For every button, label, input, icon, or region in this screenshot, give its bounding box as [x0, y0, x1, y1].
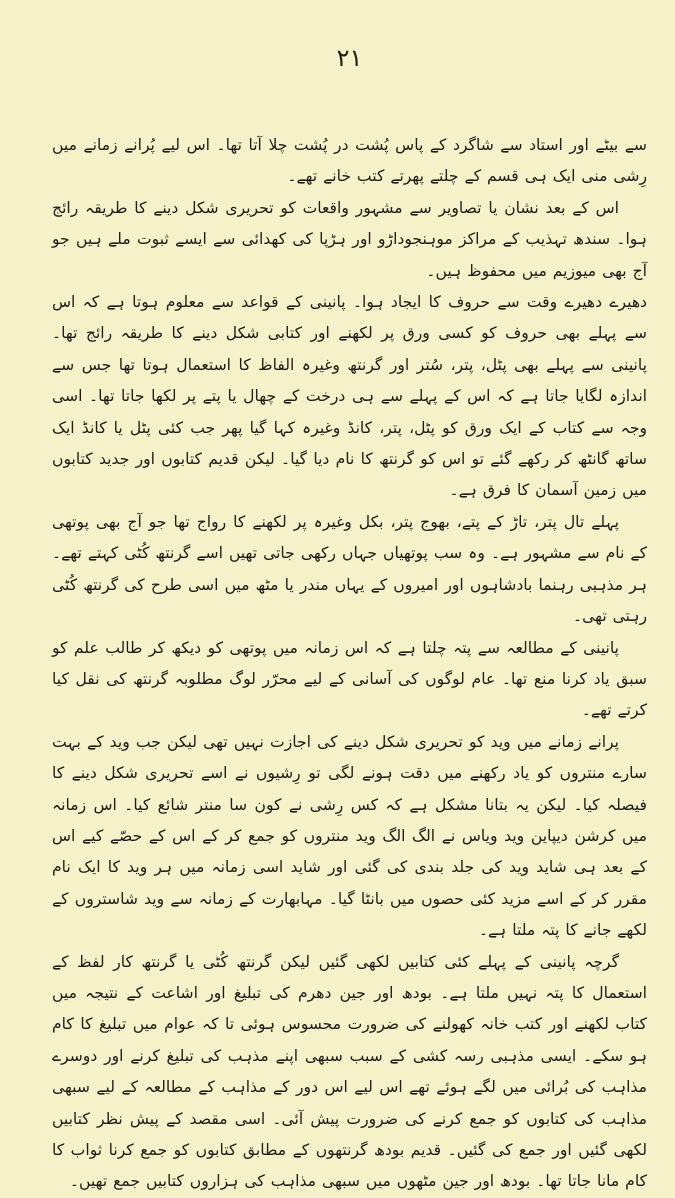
paragraph-buddhist-jain-libraries: گرچہ پانینی کے پہلے کئی کتابیں لکھی گئیں لیکن گرنتھ کُٹی یا گرنتھ کار لفظ کے استعمال کا پتہ نہیں ملتا ہے۔ بودھ اور جین دھرم کی تبلیغ اور اشاعت کے نتیجہ میں کتاب لکھنے اور کتب خانہ کھولنے کی ضرورت محسوس ہوئی تا کہ عوام میں تبلیغ کا کام ہو سکے۔ ایسی مذہبی رسہ کشی کے سبب سبھی اپنے مذہب کی تبلیغ کرنے اور دوسرے مذاہب کی بُرائی میں لگے ہوئے تھے اس لیے اس دور کے مذاہب کے مطالعہ کے لیے سبھی مذاہب کی کتابوں کو جمع کرنے کی ضرورت پیش آئی۔ اسی مقصد کے پیش نظر کتابیں لکھی گئیں اور جمع کی گئیں۔ قدیم بودھ گرنتھوں کے مطابق کتابوں کو جمع کرنا ثواب کا کام مانا جاتا تھا۔ بودھ اور جین مٹھوں میں سبھی مذاہب کی ہزاروں کتابیں جمع تھیں۔: [52, 952, 647, 1191]
paragraph-oral-tradition: سے بیٹے اور استاد سے شاگرد کے پاس پُشت در پُشت چلا آتا تھا۔ اس لیے پُرانے زمانے میں رِشی منی ایک ہی قسم کے چلتے پھرتے کتب خانے تھے۔: [52, 136, 647, 186]
page-number: ۲۱: [336, 44, 363, 72]
paragraph-symbols-and-images: اس کے بعد نشان یا تصاویر سے مشہور واقعات کو تحریری شکل دینے کا طریقہ رائج ہوا۔ سندھ تہذیب کے مراکز موہنجوداڑو اور ہڑپا کی کھدائی سے ایسے ثبوت ملے ہیں جو آج بھی میوزیم میں محفوظ ہیں۔: [52, 198, 647, 280]
paragraph-pannini-study: پانینی کے مطالعہ سے پتہ چلتا ہے کہ اس زمانہ میں پوتھی کو دیکھ کر طالب علم کو سبق یاد کرنا منع تھا۔ عام لوگوں کی آسانی کے لیے محرّر لوگ مطلوبہ گرنتھ کی نقل کیا کرتے تھے۔: [52, 638, 647, 720]
paragraph-palm-leaf-books: پہلے تال پتر، تاڑ کے پتے، بھوج پتر، بکل وغیرہ پر لکھنے کا رواج تھا جو آج بھی پوتھی کے نام سے مشہور ہے۔ وہ سب پوتھیاں جہاں رکھی جاتی تھیں اسے گرنتھ کُٹی کہتے تھے۔ ہر مذہبی رہنما بادشاہوں اور امیروں کے یہاں مندر یا مٹھ میں اسی طرح کی گرنتھ کُٹی رہتی تھی۔: [52, 512, 647, 626]
paragraph-vedas-writing: پرانے زمانے میں وید کو تحریری شکل دینے کی اجازت نہیں تھی لیکن جب وید کے بہت سارے منتروں کو یاد رکھنے میں دقت ہونے لگی تو رِشیوں نے اسے تحریری شکل دینے کا فیصلہ کیا۔ لیکن یہ بتانا مشکل ہے کہ کس رِشی نے کون سا منتر شائع کیا۔ اس زمانہ میں کرشن دیپاین وید ویاس نے الگ الگ وید منتروں کو جمع کر کے اس کے حصّے کیے اس کے بعد ہی شاید وید کی جلد بندی کی گئی اور شاید اسی زمانہ میں ہر وید کا ایک نام مقرر کر کے اسے مزید کئی حصوں میں بانٹا گیا۔ مہابھارت کے زمانہ سے وید شاستروں کے لکھے جانے کا پتہ ملتا ہے۔: [52, 732, 647, 940]
paragraph-script-and-early-writing: دھیرے دھیرے وقت سے حروف کا ایجاد ہوا۔ پانینی کے قواعد سے معلوم ہوتا ہے کہ اس سے پہلے بھی حروف کو کسی ورق پر لکھنے اور کتابی شکل دینے کا طریقہ رائج تھا۔ پانینی سے پہلے بھی پٹل، پتر، سُتر اور گرنتھ وغیرہ الفاظ کا استعمال ہوتا تھا جس سے اندازہ لگایا جاتا ہے کہ اس کے پہلے سے ہی درخت کے چھال یا پتے پر لکھا جاتا تھا۔ اسی وجہ سے کتاب کے ایک ورق کو پٹل، پتر، کانڈ وغیرہ کہا گیا پھر جب کئی پٹل یا کانڈ ایک ساتھ گانٹھ کر رکھے گئے تو اس کو گرنتھ کا نام دیا گیا۔ لیکن قدیم کتابوں اور جدید کتابوں میں زمین آسمان کا فرق ہے۔: [52, 293, 647, 500]
page-content: [52, 130, 647, 1198]
